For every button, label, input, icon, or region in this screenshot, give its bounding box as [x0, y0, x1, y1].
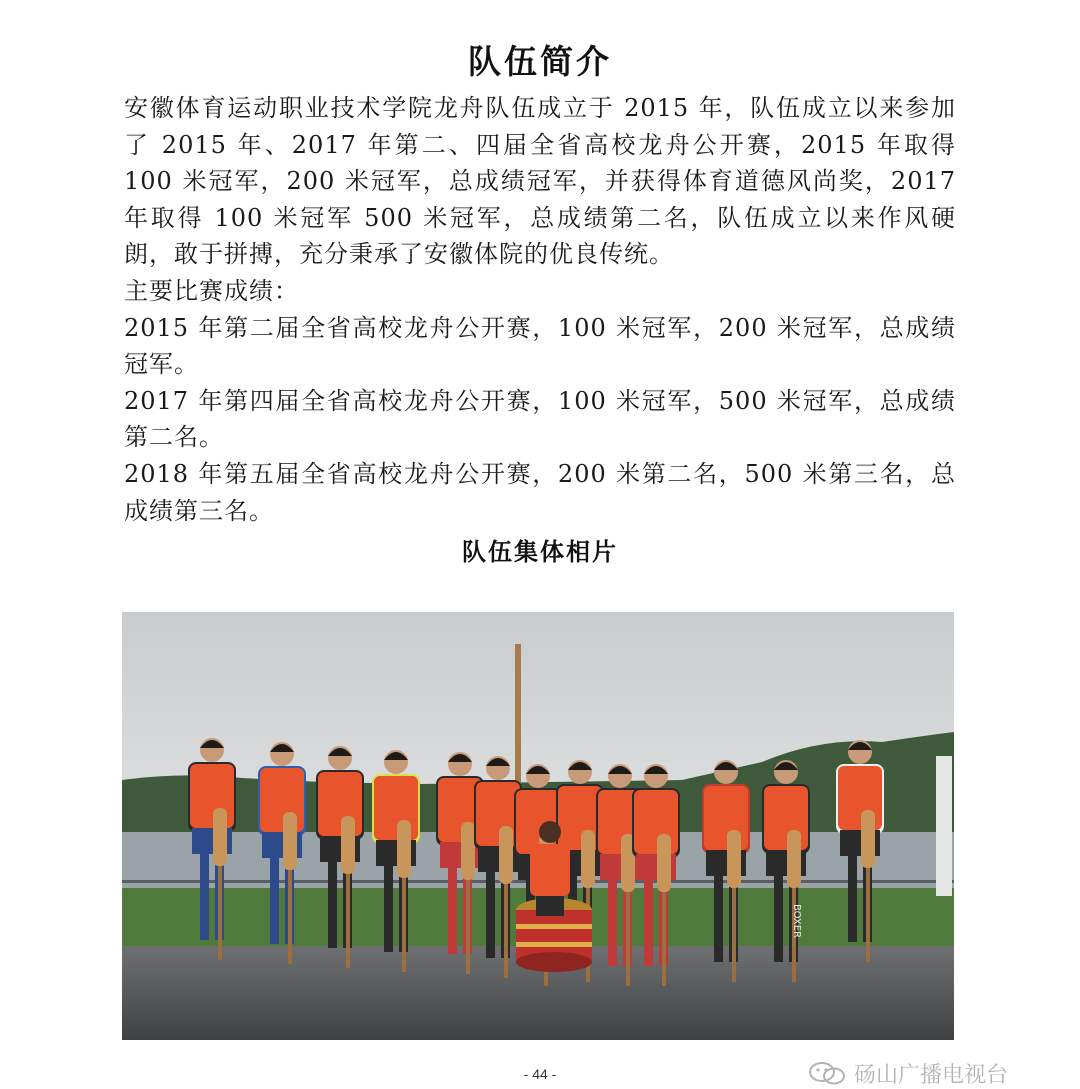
team-photo-illustration: [122, 612, 954, 1040]
page-title: 队伍简介: [468, 42, 612, 81]
page-number: - 44 -: [523, 1066, 557, 1082]
intro-paragraph: 安徽体育运动职业技术学院龙舟队伍成立于 2015 年，队伍成立以来参加了 2015 年、2017 年第二、四届全省高校龙舟公开赛，2015 年取得 100 米冠军，200 米冠军，总成绩冠军，并获得体育道德风尚奖，2017 年取得 100 米冠军 500 米冠军，总成绩第二名，队伍成立以来作风硬朗，敢于拼搏，充分秉承了安徽体院的优良传统。: [124, 94, 956, 269]
shirt-text: BOXER: [791, 904, 802, 939]
sign-board: [936, 756, 952, 896]
wechat-icon: [808, 1061, 846, 1085]
team-photo: [122, 612, 954, 1040]
watermark-text: 砀山广播电视台: [854, 1062, 1009, 1088]
photo-caption: 队伍集体相片: [462, 538, 618, 566]
watermark: [808, 1060, 1008, 1086]
body-text: [124, 90, 956, 529]
result-2018: 2018 年第五届全省高校龙舟公开赛，200 米第二名，500 米第三名，总成绩第三名。: [124, 459, 956, 525]
result-2017: 2017 年第四届全省高校龙舟公开赛，100 米冠军，500 米冠军，总成绩第二名。: [124, 386, 956, 452]
results-heading: 主要比赛成绩：: [124, 276, 299, 305]
result-2015: 2015 年第二届全省高校龙舟公开赛，100 米冠军，200 米冠军，总成绩冠军。: [124, 313, 956, 379]
